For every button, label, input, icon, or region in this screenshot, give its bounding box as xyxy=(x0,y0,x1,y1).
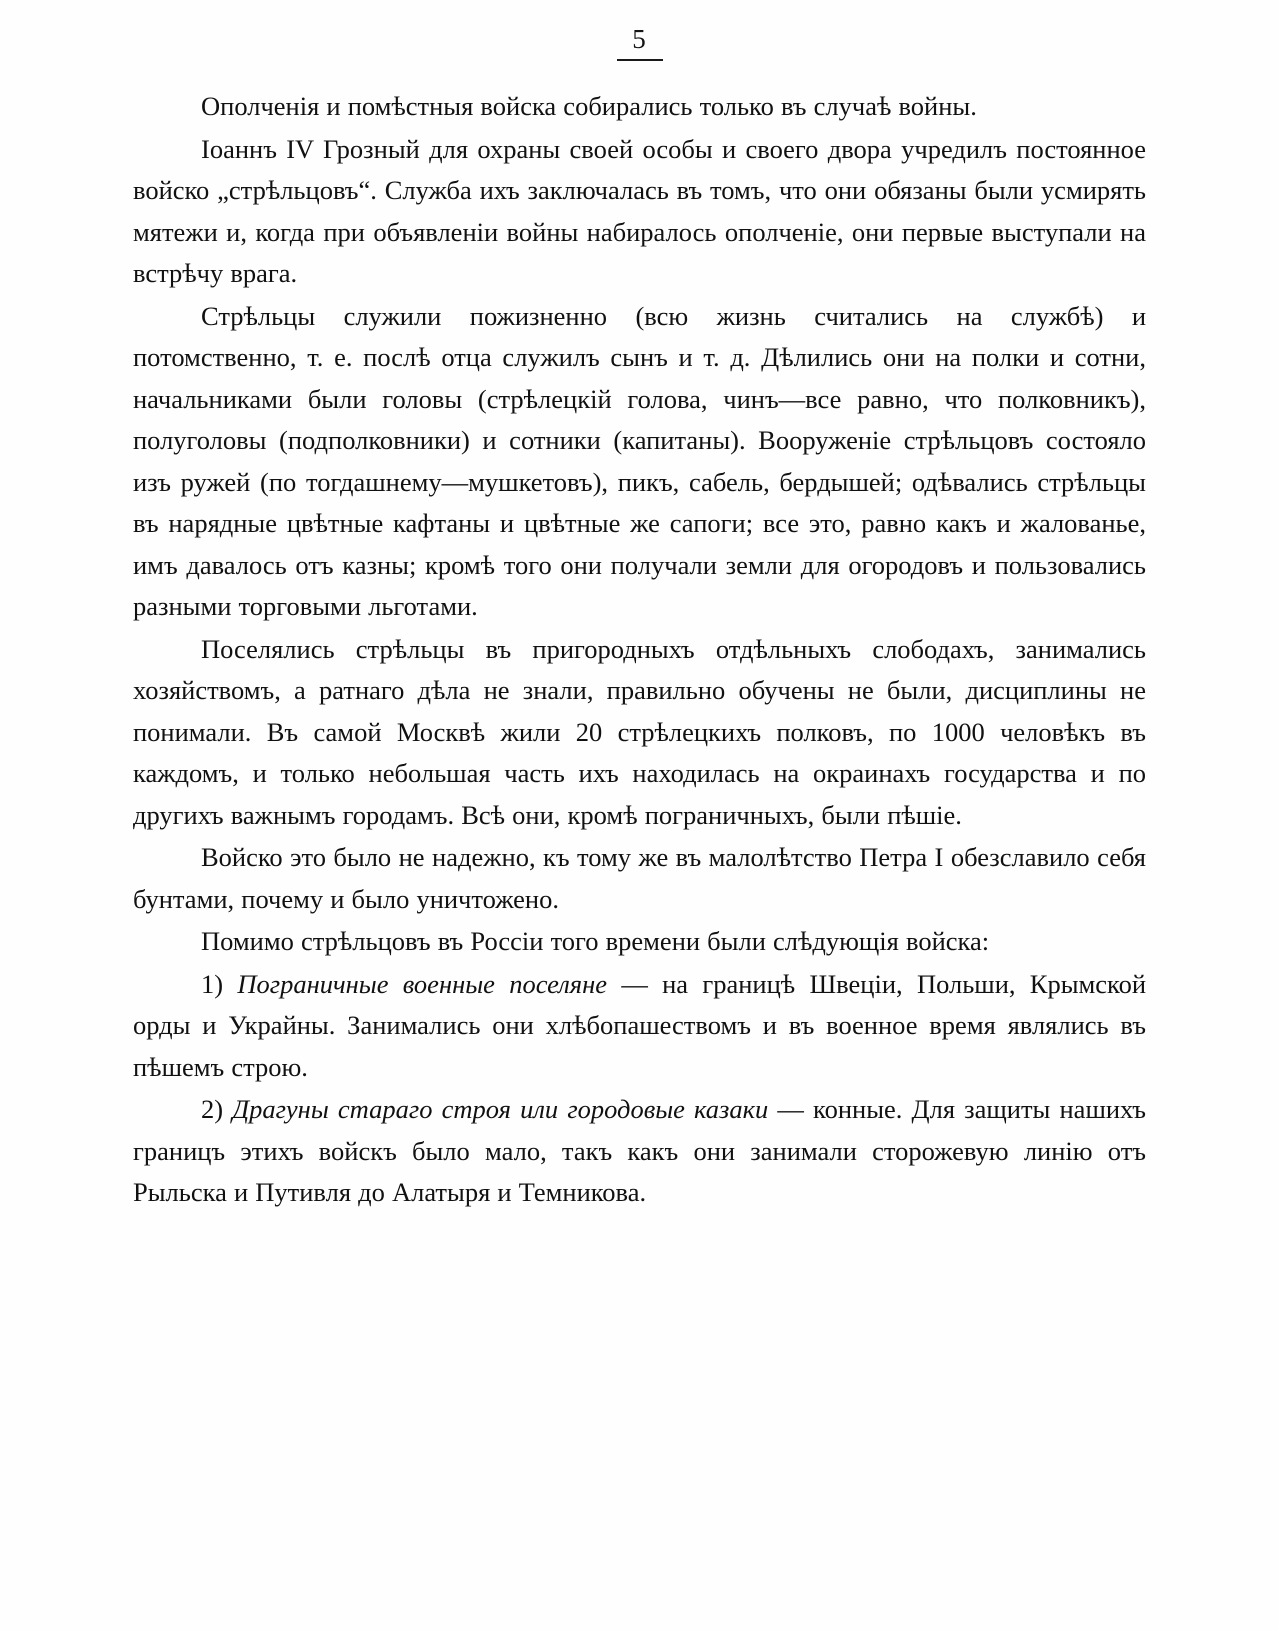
page-number-container xyxy=(0,24,1279,61)
list-item-1-text: — на границѣ Швеціи, Польши, Крымской орды и Украйны. Занимались они хлѣбопашествомъ и въ военное время являлись въ пѣшемъ строю. xyxy=(133,968,1147,1082)
list-item-2-marker: 2) xyxy=(201,1094,224,1124)
paragraph-4: Поселялись стрѣльцы въ пригородныхъ отдѣльныхъ слободахъ, занимались хозяйствомъ, а ратнаго дѣла не знали, правильно обучены не были, дисциплины не понимали. Въ самой Москвѣ жили 20 стрѣлецкихъ полковъ, по 1000 человѣкъ въ каждомъ, и только небольшая часть ихъ находилась на окраинахъ государства и по другихъ важнымъ городамъ. Всѣ они, кромѣ пограничныхъ, были пѣшіе. xyxy=(133,633,1146,830)
paragraph-5: Войско это было не надежно, къ тому же въ малолѣтство Петра I обезславило себя бунтами, почему и было уничтожено. xyxy=(133,842,1146,914)
list-item-2 xyxy=(133,1089,1146,1214)
page-number: 5 xyxy=(617,24,663,61)
list-item-1-marker: 1) xyxy=(201,968,224,999)
list-item-1-title: Пограничные военные поселяне xyxy=(237,968,608,999)
paragraph-2: Іоаннъ IV Грозный для охраны своей особы и своего двора учредилъ постоянное войско „стрѣльцовъ“. Служба ихъ заключалась въ томъ, что они обязаны были усмирять мятежи и, когда при объявленіи войны набиралось ополченіе, они первые выступали на встрѣчу врага. xyxy=(133,133,1146,288)
list-item-1 xyxy=(133,964,1146,1089)
paragraph-6: Помимо стрѣльцовъ въ Россіи того времени были слѣдующія войска: xyxy=(201,926,990,956)
paragraph-1: Ополченія и помѣстныя войска собирались только въ случаѣ войны. xyxy=(201,91,977,121)
list-item-2-text: — конные. Для защиты нашихъ границъ этихъ войскъ было мало, такъ какъ они занимали сторожевую линію отъ Рыльска и Путивля до Алатыря и Темникова. xyxy=(133,1094,1146,1207)
paragraph-3: Стрѣльцы служили пожизненно (всю жизнь считались на службѣ) и потомственно, т. е. послѣ отца служилъ сынъ и т. д. Дѣлились они на полки и сотни, начальниками были головы (стрѣлецкій голова, чинъ—все равно, что полковникъ), полуголовы (подполковники) и сотники (капитаны). Вооруженіе стрѣльцовъ состояло изъ ружей (по тогдашнему—мушкетовъ), пикъ, сабель, бердышей; одѣвались стрѣльцы въ нарядные цвѣтные кафтаны и цвѣтные же сапоги; все это, равно какъ и жалованье, имъ давалось отъ казны; кромѣ того они получали земли для огородовъ и пользовались разными торговыми льготами. xyxy=(133,300,1146,621)
list-item-2-title: Драгуны стараго строя или городовые казаки xyxy=(232,1094,769,1124)
page-body xyxy=(133,86,1146,1214)
